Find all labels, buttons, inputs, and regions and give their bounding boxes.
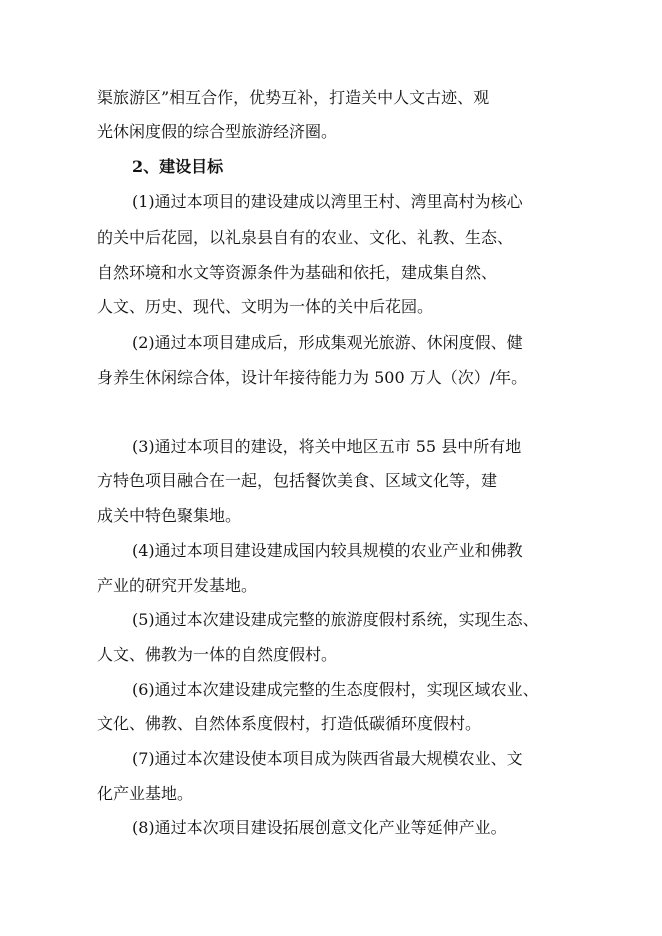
text-line: 渠旅游区”相互合作，优势互补，打造关中人文古迹、观 bbox=[97, 88, 490, 107]
text-line: 化产业基地。 bbox=[97, 784, 194, 803]
text-line: 光休闲度假的综合型旅游经济圈。 bbox=[97, 122, 338, 141]
text-line: (5)通过本次建设建成完整的旅游度假村系统，实现生态、 bbox=[132, 610, 539, 629]
text-line: (4)通过本项目建设建成国内较具规模的农业产业和佛教 bbox=[132, 541, 523, 560]
text-line: 方特色项目融合在一起，包括餐饮美食、区域文化等，建 bbox=[97, 471, 498, 490]
text-line: 身养生休闲综合体，设计年接待能力为 500 万人（次）/年。 bbox=[97, 368, 528, 387]
text-line: 人文、历史、现代、文明为一体的关中后花园。 bbox=[97, 297, 434, 316]
text-line: (6)通过本次建设建成完整的生态度假村，实现区域农业、 bbox=[132, 680, 539, 699]
text-line: (8)通过本次项目建设拓展创意文化产业等延伸产业。 bbox=[132, 818, 507, 837]
text-line: 自然环境和水文等资源条件为基础和依托，建成集自然、 bbox=[97, 263, 498, 282]
section-heading: 2、建设目标 bbox=[132, 157, 224, 176]
text-line: 人文、佛教为一体的自然度假村。 bbox=[97, 645, 338, 664]
text-line: (3)通过本项目的建设，将关中地区五市 55 县中所有地 bbox=[132, 437, 522, 456]
text-line: 成关中特色聚集地。 bbox=[97, 506, 242, 525]
text-line: (2)通过本项目建成后，形成集观光旅游、休闲度假、健 bbox=[132, 333, 523, 352]
text-line: 产业的研究开发基地。 bbox=[97, 576, 258, 595]
text-line: (1)通过本项目的建设建成以湾里王村、湾里高村为核心 bbox=[132, 192, 523, 211]
text-line: 的关中后花园，以礼泉县自有的农业、文化、礼教、生态、 bbox=[97, 228, 514, 247]
text-line: (7)通过本次建设使本项目成为陕西省最大规模农业、文 bbox=[132, 749, 523, 768]
text-line: 文化、佛教、自然体系度假村，打造低碳循环度假村。 bbox=[97, 714, 482, 733]
